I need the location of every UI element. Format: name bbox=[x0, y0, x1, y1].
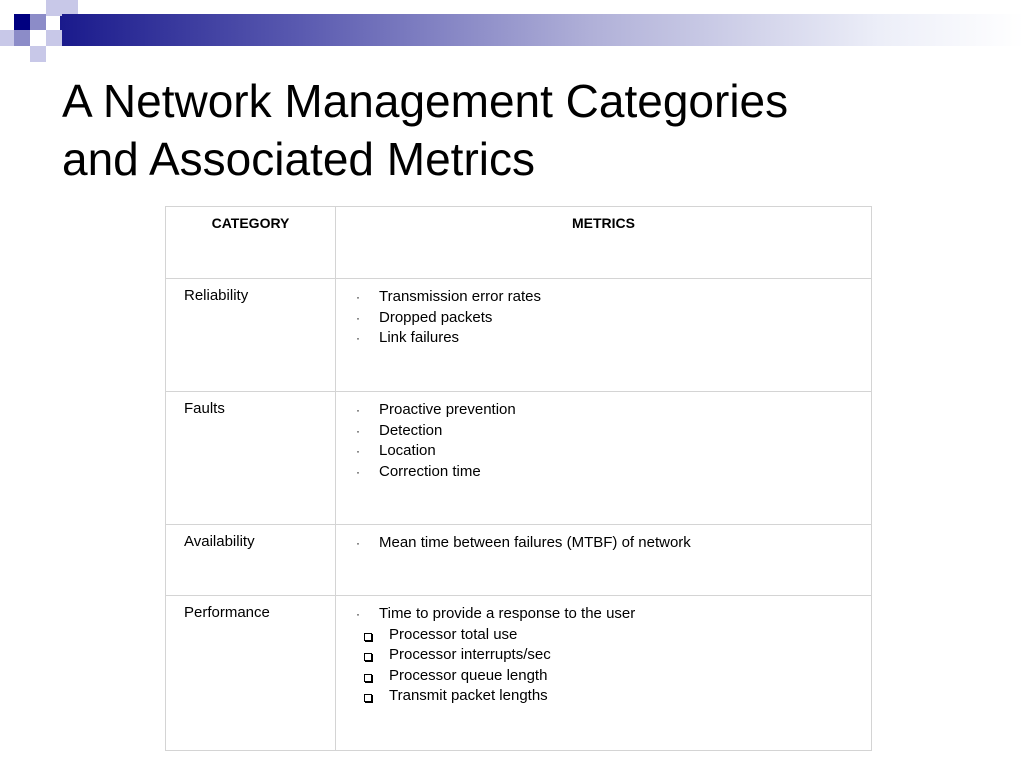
header-gradient-bar bbox=[60, 14, 1024, 46]
bullet-icon: · bbox=[356, 290, 360, 304]
bullet-icon: · bbox=[356, 331, 360, 345]
list-item: · Proactive prevention bbox=[336, 400, 871, 421]
category-cell: Availability bbox=[166, 525, 336, 596]
metrics-cell bbox=[336, 525, 872, 596]
table-header-row bbox=[166, 207, 872, 279]
category-cell: Reliability bbox=[166, 279, 336, 392]
list-item: · Mean time between failures (MTBF) of network bbox=[336, 533, 871, 554]
metrics-list bbox=[336, 400, 871, 482]
decor-square-navy bbox=[14, 14, 30, 30]
metrics-cell bbox=[336, 596, 872, 751]
decor-square-mid bbox=[14, 30, 30, 46]
decor-square-light bbox=[30, 46, 46, 62]
header-category: CATEGORY bbox=[166, 207, 336, 279]
metrics-table bbox=[165, 206, 872, 751]
decor-square-light bbox=[0, 30, 14, 46]
bullet-icon: · bbox=[356, 536, 360, 550]
list-item: · Transmission error rates bbox=[336, 287, 871, 308]
table-row bbox=[166, 392, 872, 525]
decor-square-mid bbox=[30, 14, 46, 30]
list-item: · Dropped packets bbox=[336, 308, 871, 329]
list-item: · Location bbox=[336, 441, 871, 462]
square-bullet-icon bbox=[364, 694, 372, 702]
table-row bbox=[166, 596, 872, 751]
header-metrics: METRICS bbox=[336, 207, 872, 279]
square-bullet-icon bbox=[364, 674, 372, 682]
metrics-list bbox=[336, 604, 871, 707]
decor-square-light bbox=[46, 30, 62, 46]
list-item: · Detection bbox=[336, 421, 871, 442]
bullet-icon: · bbox=[356, 464, 360, 479]
square-bullet-icon bbox=[364, 653, 372, 661]
bullet-icon: · bbox=[356, 310, 360, 325]
sub-metrics-list bbox=[336, 625, 871, 707]
bullet-icon: · bbox=[356, 423, 360, 438]
slide-title bbox=[62, 72, 962, 188]
list-item: · Link failures bbox=[336, 328, 871, 349]
decor-square-light bbox=[62, 0, 78, 14]
list-item: · Time to provide a response to the user Processor total use Processor interrupts/sec Processor queue length Transmit packet lengths bbox=[336, 604, 871, 707]
slide-title-line-2: and Associated Metrics bbox=[62, 133, 536, 185]
table-row bbox=[166, 279, 872, 392]
list-item: · Correction time bbox=[336, 462, 871, 483]
bullet-icon: · bbox=[356, 444, 360, 458]
metrics-cell bbox=[336, 279, 872, 392]
slide-title-line-1: A Network Management Categories bbox=[62, 75, 789, 127]
category-cell: Performance bbox=[166, 596, 336, 751]
table-row bbox=[166, 525, 872, 596]
sub-list-item: Processor total use bbox=[336, 625, 871, 646]
metrics-list bbox=[336, 533, 871, 554]
decor-square-light bbox=[46, 0, 62, 16]
sub-list-item: Transmit packet lengths bbox=[336, 686, 871, 707]
square-bullet-icon bbox=[364, 633, 372, 641]
bullet-icon: · bbox=[356, 403, 360, 417]
metrics-cell bbox=[336, 392, 872, 525]
bullet-icon: · bbox=[356, 607, 360, 621]
metrics-list bbox=[336, 287, 871, 349]
sub-list-item: Processor queue length bbox=[336, 666, 871, 687]
category-cell: Faults bbox=[166, 392, 336, 525]
sub-list-item: Processor interrupts/sec bbox=[336, 645, 871, 666]
